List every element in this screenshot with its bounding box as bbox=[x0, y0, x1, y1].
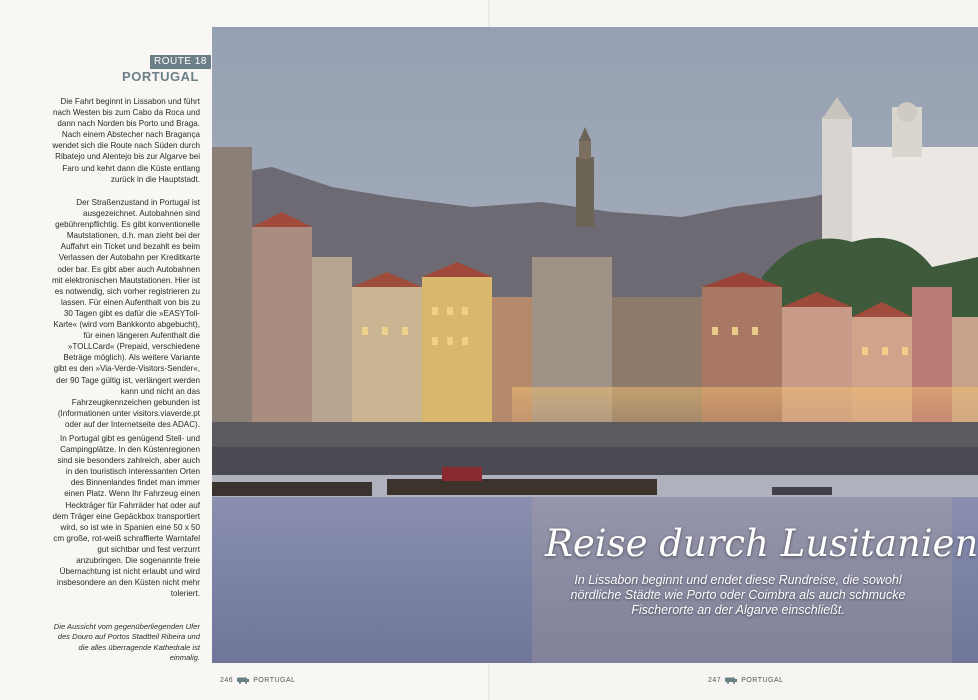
spread-headline: Reise durch Lusitanien bbox=[545, 522, 978, 565]
photo-caption: Die Aussicht vom gegenüberliegenden Ufer des Douro auf Portos Stadtteil Ribeira und die alles überragende Kathedrale ist einmalig. bbox=[53, 622, 200, 663]
route-badge: ROUTE 18 bbox=[150, 55, 211, 69]
paragraph-roads: Der Straßenzustand in Portugal ist ausgezeichnet. Autobahnen sind gebührenpflichtig. Es gibt konventionelle Mautstationen, d.h. man zieht bei der Auffahrt ein Ticket und bezahlt es beim Verlassen der Autobahn per Kreditkarte oder bar. Es gibt aber auch Autobahnen mit elektronischen Mautstationen. Hier ist es notwendig, sich vorher registrieren zu lassen. Für einen Aufenthalt von bis zu 30 Tagen gibt es dafür die »EASYToll-Karte« (wird vom Bankkonto abgebucht), für einen längeren Aufenthalt die »TOLLCard« (Prepaid, verschiedene Beträge möglich). Als weitere Variante gibt es den »Via-Verde-Visitors-Sender«, der 90 Tage gültig ist, verlängert werden kann und nicht an das Fahrzeugkennzeichen gebunden ist (Informationen unter visitors.viaverde.pt oder auf der Internetseite des ADAC). bbox=[52, 198, 200, 429]
paragraph-camping: In Portugal gibt es genügend Stell- und Campingplätze. In den Küstenregionen sind sie besonders zahlreich, aber auch in den touristisch interessanten Orten des Binnenlandes findet man immer einen Platz. Wenn Ihr Fahrzeug einen Heckträger für Fahrräder hat oder auf dem Träger eine Gepäckbox transportiert wird, so ist wie in Spanien eine 50 x 50 cm große, rot-weiß schraffierte Warntafel gut sichtbar und fest verzurrt anzubringen. Die sogenannte freie Übernachtung ist nicht erlaubt und wird insbesondere an den Küsten nicht mehr toleriert. bbox=[52, 434, 200, 599]
folio-left-label: PORTUGAL bbox=[253, 677, 296, 684]
camper-van-icon bbox=[725, 677, 737, 684]
photo-illustration bbox=[212, 27, 978, 663]
body-text-column-2 bbox=[52, 197, 200, 430]
paragraph-intro: Die Fahrt beginnt in Lissabon und führt nach Westen bis zum Cabo da Roca und dann nach Norden bis Porto und Braga. Nach einem Abstecher nach Bragança wendet sich die Route nach Süden durch Ribatejo und Alentejo bis zur Algarve bei Faro und kehrt dann die Küste entlang zurück in die Hauptstadt. bbox=[52, 97, 200, 184]
porto-ribeira-photo bbox=[212, 27, 978, 663]
folio-left-number: 246 bbox=[220, 677, 234, 684]
camper-van-icon bbox=[237, 677, 249, 684]
folio-right bbox=[708, 677, 784, 684]
folio-left bbox=[220, 677, 296, 684]
spread-subheadline: In Lissabon beginnt und endet diese Rundreise, die sowohl nördliche Städte wie Porto oder Coimbra als auch schmucke Fischerorte an der Algarve einschließt. bbox=[570, 573, 906, 617]
folio-right-number: 247 bbox=[708, 677, 722, 684]
folio-right-label: PORTUGAL bbox=[741, 677, 784, 684]
body-text-column-3 bbox=[52, 433, 200, 599]
country-title: PORTUGAL bbox=[122, 69, 199, 84]
body-text-column bbox=[52, 96, 200, 185]
